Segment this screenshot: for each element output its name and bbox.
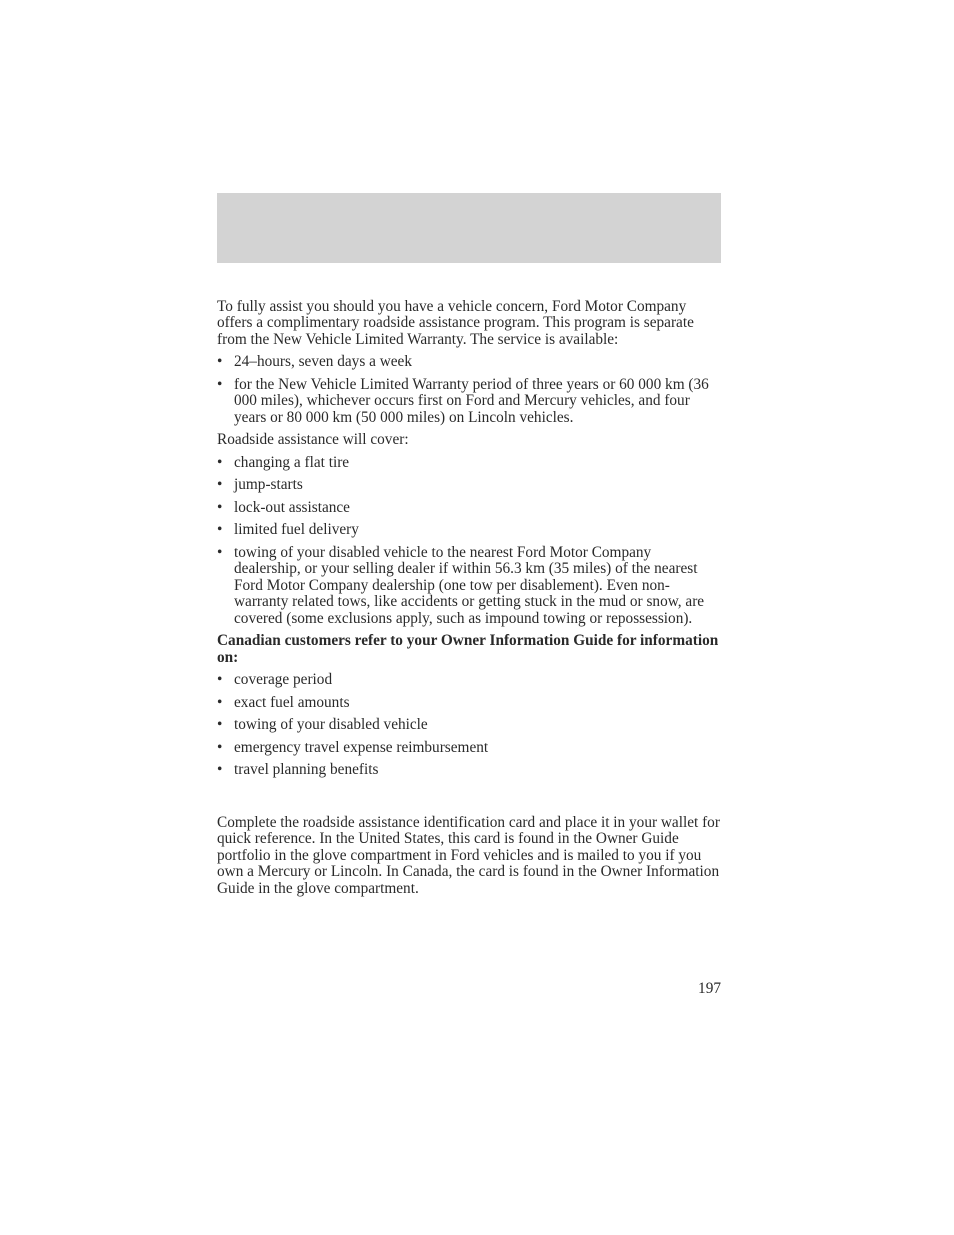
- list-item-text: towing of your disabled vehicle to the nearest Ford Motor Company dealership, or your selling dealer if within 56.3 km (35 miles) of the nearest Ford Motor Company dealership (one tow per disablement). Even non-warranty related tows, like accidents or getting stuck in the mud or snow, are covered (some exclusions apply, such as impound towing or repossession).: [234, 544, 705, 627]
- page-number: 197: [698, 980, 721, 997]
- list-item: [217, 477, 721, 493]
- canadian-info-list: [217, 672, 721, 779]
- list-item: [217, 762, 721, 778]
- bullet-icon: •: [217, 671, 223, 689]
- bullet-icon: •: [217, 693, 223, 711]
- bullet-icon: •: [217, 375, 223, 393]
- list-item-text: changing a flat tire: [234, 453, 350, 471]
- list-item-text: towing of your disabled vehicle: [234, 716, 428, 734]
- coverage-list: [217, 455, 721, 627]
- canadian-customers-note: Canadian customers refer to your Owner Information Guide for information on:: [217, 632, 719, 666]
- list-item-text: emergency travel expense reimbursement: [234, 738, 489, 756]
- list-item-text: 24–hours, seven days a week: [234, 353, 412, 371]
- list-item: [217, 455, 721, 471]
- list-item-text: travel planning benefits: [234, 761, 379, 779]
- identification-card-paragraph: Complete the roadside assistance identification card and place it in your wallet for quick reference. In the United States, this card is found in the Owner Guide portfolio in the glove compartment in Ford vehicles and is mailed to you if you own a Mercury or Lincoln. In Canada, the card is found in the Owner Information Guide in the glove compartment.: [217, 814, 720, 897]
- list-item: [217, 377, 721, 426]
- availability-list: [217, 354, 721, 426]
- list-item-text: limited fuel delivery: [234, 521, 359, 539]
- list-item-text: jump-starts: [234, 476, 303, 494]
- coverage-intro: Roadside assistance will cover:: [217, 431, 409, 449]
- section-header-band: [217, 193, 721, 263]
- list-item-text: lock-out assistance: [234, 498, 350, 516]
- list-item-text: exact fuel amounts: [234, 693, 350, 711]
- bullet-icon: •: [217, 353, 223, 371]
- bullet-icon: •: [217, 498, 223, 516]
- bullet-icon: •: [217, 716, 223, 734]
- bullet-icon: •: [217, 544, 223, 561]
- bullet-icon: •: [217, 521, 223, 539]
- bullet-icon: •: [217, 476, 223, 494]
- list-item-text: for the New Vehicle Limited Warranty period of three years or 60 000 km (36 000 miles), whichever occurs first on Ford and Mercury vehicles, and four years or 80 000 km (50 000 miles) on Lincoln vehicles.: [234, 375, 709, 426]
- list-item: [217, 740, 721, 756]
- list-item: [217, 717, 721, 733]
- list-item: [217, 354, 721, 370]
- list-item: [217, 545, 721, 627]
- page-content: [217, 299, 721, 903]
- section-spacer: [217, 785, 721, 815]
- list-item: [217, 695, 721, 711]
- list-item: [217, 500, 721, 516]
- list-item-text: coverage period: [234, 671, 333, 689]
- bullet-icon: •: [217, 761, 223, 779]
- list-item: [217, 672, 721, 688]
- intro-paragraph: To fully assist you should you have a vehicle concern, Ford Motor Company offers a complimentary roadside assistance program. This program is separate from the New Vehicle Limited Warranty. The service is available:: [217, 298, 694, 348]
- bullet-icon: •: [217, 453, 223, 471]
- bullet-icon: •: [217, 738, 223, 756]
- list-item: [217, 522, 721, 538]
